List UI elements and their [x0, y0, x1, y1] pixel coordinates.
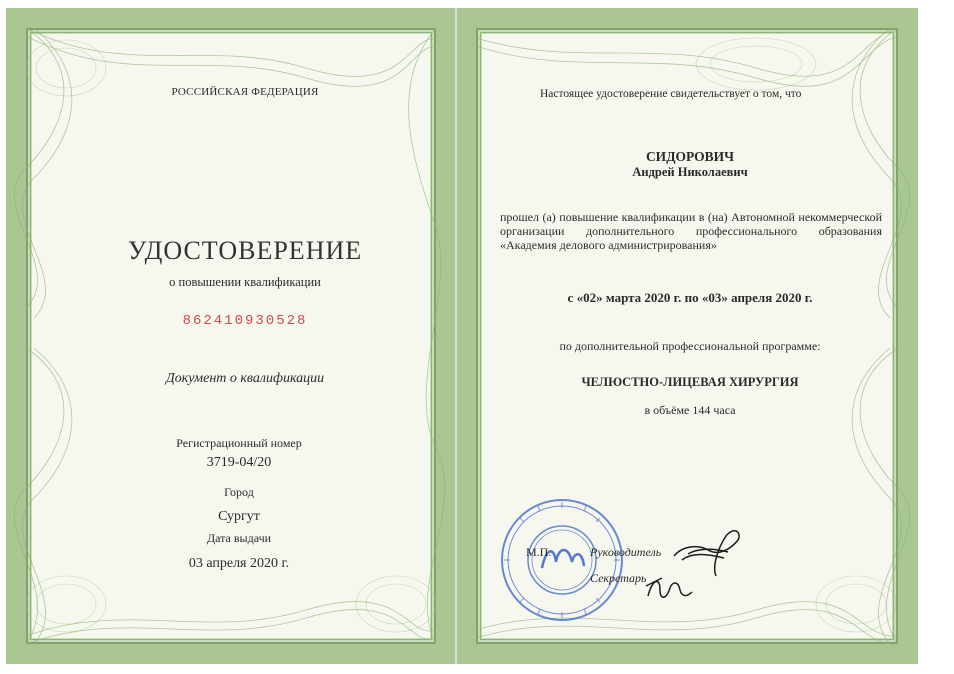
- reg-number: 3719-04/20: [206, 455, 272, 470]
- program-name: ЧЕЛЮСТНО-ЛИЦЕВАЯ ХИРУРГИЯ: [581, 375, 799, 389]
- stamp-place-label: М.П.: [526, 545, 552, 559]
- secretary-signature-label: Секретарь: [590, 571, 647, 585]
- program-intro: по дополнительной профессиональной программе:: [559, 339, 821, 353]
- secretary-signature-icon: [642, 566, 696, 606]
- certificate-intro: Настоящее удостоверение свидетельствует о том, что: [540, 88, 802, 100]
- program-volume: в объёме 144 часа: [644, 403, 736, 417]
- document-kind: Документ о квалификации: [165, 371, 325, 386]
- city-label: Город: [224, 485, 254, 499]
- country-label: РОССИЙСКАЯ ФЕДЕРАЦИЯ: [171, 86, 319, 98]
- training-period: с «02» марта 2020 г. по «03» апреля 2020 г.: [567, 290, 813, 305]
- issue-date: 03 апреля 2020 г.: [188, 556, 290, 571]
- reg-number-label: Регистрационный номер: [176, 436, 302, 450]
- holder-name: Андрей Николаевич: [632, 165, 748, 179]
- head-signature-label: Руководитель: [590, 545, 662, 559]
- holder-surname: СИДОРОВИЧ: [645, 149, 735, 164]
- document-subtitle: о повышении квалификации: [169, 275, 321, 289]
- serial-number: 862410930528: [182, 313, 308, 329]
- training-description: прошел (а) повышение квалификации в (на) Автономной некоммерческой организации дополнительного профессионального образования «Академия делового администрирования»: [500, 210, 882, 252]
- document-title: УДОСТОВЕРЕНИЕ: [127, 236, 363, 265]
- city: Сургут: [218, 509, 260, 524]
- issue-date-label: Дата выдачи: [206, 531, 272, 545]
- seal-stamp-icon: [498, 496, 626, 624]
